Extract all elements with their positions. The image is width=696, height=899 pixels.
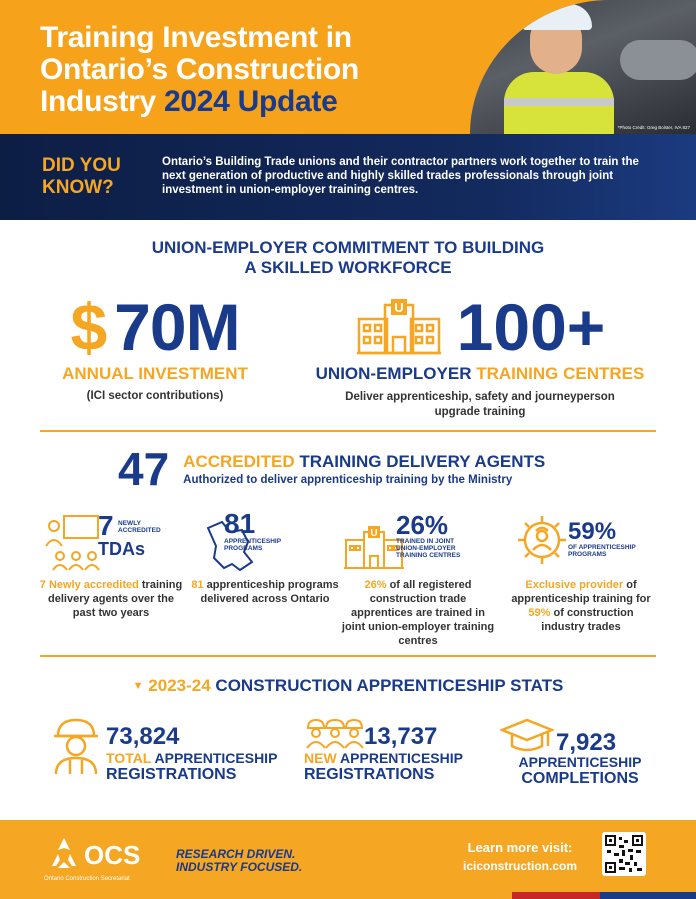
stat-4-desc-hl: Exclusive provider (525, 579, 624, 591)
tagline-line-2: INDUSTRY FOCUSED. (176, 860, 303, 874)
stat-3-small-1: TRAINED IN JOINT (396, 538, 455, 545)
stat-2-desc-rest: apprenticeship programs delivered across Ontario (200, 579, 339, 605)
footer-navy-band (600, 892, 696, 899)
commitment-heading (0, 238, 696, 278)
stat-1-desc (36, 578, 186, 620)
divider-2 (40, 655, 656, 657)
dyk-line-2: KNOW? (42, 177, 114, 198)
dyk-line-1: DID YOU (42, 155, 121, 176)
worker-group-icon (304, 716, 366, 750)
ocs-logo-text: OCS (84, 840, 141, 870)
page-title (40, 22, 440, 118)
stat-3-desc-hl: 26% (364, 579, 387, 591)
stat-1-big: 7 (98, 510, 114, 541)
header (0, 0, 696, 134)
investment-stat (40, 290, 270, 402)
stat-1-desc-rest: training delivery agents over the past two years (48, 579, 183, 619)
completions-label-c: COMPLETIONS (521, 770, 639, 787)
centres-sub (300, 390, 660, 420)
vest-stripe (504, 98, 614, 106)
stat-1-small-3: TDAs (98, 539, 146, 559)
investment-value: 70M (114, 290, 240, 364)
svg-text:U: U (370, 528, 378, 539)
new-label-b: APPRENTICESHIP (340, 750, 463, 766)
investment-sub: (ICI sector contributions) (86, 390, 224, 402)
website-link[interactable]: iciconstruction.com (462, 859, 578, 873)
total-label-b: APPRENTICESHIP (154, 750, 278, 766)
worker-hardhat-icon (50, 716, 102, 776)
new-label-a: NEW (304, 750, 337, 766)
title-year: 2024 Update (164, 85, 338, 118)
tda-section (118, 443, 588, 495)
commitment-heading-line-1: UNION-EMPLOYER COMMITMENT TO BUILDING (151, 238, 545, 257)
stat-3-desc (338, 578, 498, 648)
dollar-icon: $ (70, 290, 107, 364)
qr-code-icon[interactable] (602, 832, 646, 876)
footer (0, 820, 696, 899)
learn-more (450, 840, 590, 873)
apprentice-heading-year: 2023-24 (148, 676, 211, 695)
stat-3-small-2: UNION-EMPLOYER (396, 545, 456, 552)
did-you-know-text: Ontario’s Building Trade unions and their contractor partners work together to train the next generation of productive and highly skilled trades professionals through joint investment in union-employer training centres. (162, 156, 639, 196)
svg-text:U: U (393, 300, 404, 315)
stat-joint-centres (338, 508, 498, 648)
stat-4-desc-hl2: 59% (528, 607, 551, 619)
graduation-cap-icon (500, 716, 554, 756)
training-centre-icon (344, 524, 404, 572)
did-you-know-banner (0, 134, 696, 220)
tda-heading-a: ACCREDITED (183, 452, 295, 471)
total-label-a: TOTAL (106, 750, 152, 766)
hard-hat-shape (522, 4, 592, 30)
centres-value: 100+ (456, 290, 606, 364)
new-registrations-stat (304, 712, 474, 792)
learn-more-label: Learn more visit: (467, 840, 573, 855)
new-registrations-value: 13,737 (364, 723, 438, 750)
stat-1-small-1: NEWLY (118, 520, 141, 527)
stat-4-desc (506, 578, 656, 634)
centres-label-b: TRAINING CENTRES (476, 364, 645, 383)
training-centres-stat (300, 290, 660, 420)
centres-sub-line-1: Deliver apprenticeship, safety and journeyperson (345, 391, 615, 403)
total-registrations-stat (50, 712, 280, 792)
ocs-logo-sub: Ontario Construction Secretariat (44, 876, 130, 882)
stat-programs (190, 508, 340, 606)
centres-label (300, 364, 660, 384)
stat-3-big: 26% (396, 510, 449, 540)
tda-sub: Authorized to deliver apprenticeship training by the Ministry (183, 474, 513, 486)
footer-red-band (512, 892, 600, 899)
completions-value: 7,923 (556, 729, 617, 756)
stat-2-desc (190, 578, 340, 606)
centres-label-a: UNION-EMPLOYER (315, 364, 472, 383)
centres-sub-line-2: upgrade training (434, 406, 526, 418)
qr-code-pattern (605, 835, 643, 873)
title-line-1: Training Investment in (40, 21, 352, 54)
stat-3-desc-rest: of all registered construction trade apprentices are trained in joint union-employer training centres (341, 579, 495, 647)
building-icon (355, 297, 443, 357)
apprentice-heading-rest: CONSTRUCTION APPRENTICESHIP STATS (215, 676, 564, 695)
completions-stat (500, 712, 650, 792)
did-you-know-label (42, 155, 121, 199)
stat-4-desc-mid: of apprenticeship training for (511, 579, 651, 605)
title-line-2: Ontario’s Construction (40, 53, 359, 86)
tda-heading (183, 452, 545, 472)
apprentice-stats-heading (0, 676, 696, 696)
divider-1 (40, 430, 656, 432)
pipe-shape (620, 40, 696, 80)
tda-value: 47 (118, 443, 170, 495)
total-label-c: REGISTRATIONS (106, 766, 237, 783)
worker-photo (470, 0, 696, 134)
stat-2-desc-hl: 81 (191, 579, 204, 591)
stat-4-small-1: OF APPRENTICESHIP (568, 544, 636, 551)
gear-worker-icon (516, 514, 568, 566)
ocs-logo-icon (46, 836, 82, 872)
stat-3-small-3: TRAINING CENTRES (396, 552, 461, 559)
new-label-c: REGISTRATIONS (304, 766, 435, 783)
stat-1-small-2: ACCREDITED (118, 527, 161, 534)
stat-4-big: 59% (568, 518, 617, 545)
tagline-line-1: RESEARCH DRIVEN. (176, 847, 296, 861)
tda-heading-b: TRAINING DELIVERY AGENTS (299, 452, 546, 471)
triangle-down-icon: ▼ (132, 680, 144, 692)
tagline (176, 848, 302, 874)
stat-new-tdas (36, 508, 186, 620)
total-registrations-value: 73,824 (106, 723, 180, 750)
ocs-logo (44, 830, 164, 886)
completions-label-b: APPRENTICESHIP (518, 754, 642, 770)
stat-4-small-2: PROGRAMS (568, 551, 607, 558)
stat-exclusive-provider (506, 508, 656, 634)
stat-2-small-2: PROGRAMS (224, 545, 263, 552)
stat-2-small-1: APPRENTICESHIP (224, 538, 282, 545)
stat-2-big: 81 (224, 508, 256, 539)
stat-1-desc-hl: 7 Newly accredited (39, 579, 139, 591)
stat-4-desc-rest: of construction industry trades (541, 607, 634, 633)
title-line-3: Industry (40, 85, 156, 118)
commitment-heading-line-2: A SKILLED WORKFORCE (244, 258, 452, 277)
photo-credit: *Photo Credit: Greg Bolster, IVA 827 (617, 125, 690, 130)
investment-label: ANNUAL INVESTMENT (62, 364, 248, 383)
